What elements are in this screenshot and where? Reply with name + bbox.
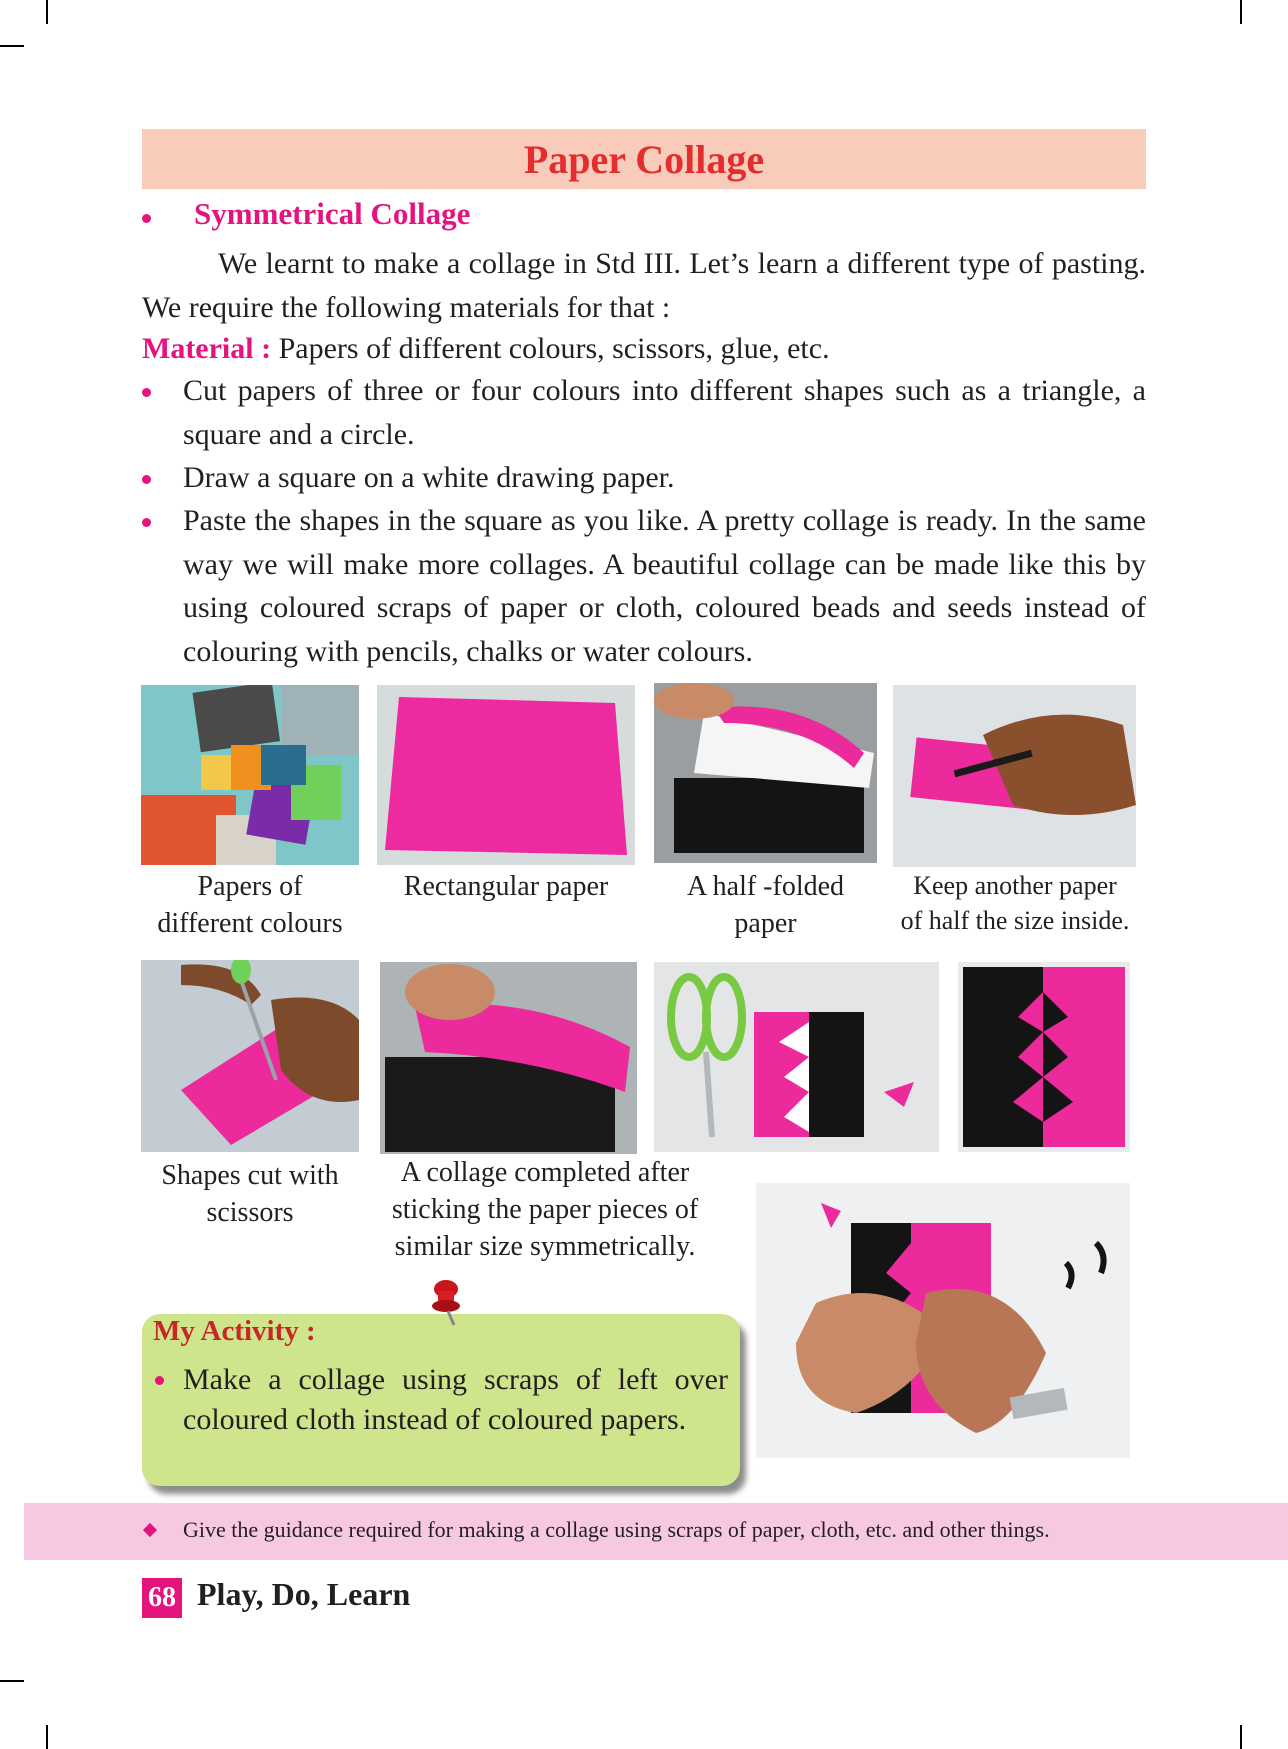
section-subheading: Symmetrical Collage xyxy=(194,196,471,231)
step-item: Paste the shapes in the square as you like. A pretty collage is ready. In the same way we will make more collages. A beautiful collage can be made like this by using coloured scraps of paper or cloth, coloured beads and seeds instead of colouring with pencils, chalks or water colours. xyxy=(183,504,1146,668)
material-line xyxy=(142,327,1146,371)
book-title: Play, Do, Learn xyxy=(197,1576,411,1612)
bullet-dot xyxy=(142,518,151,527)
photo-half-folded-paper xyxy=(654,683,877,863)
caption-coloured-papers xyxy=(135,868,365,942)
photo-collage-design xyxy=(958,962,1130,1152)
crop-mark xyxy=(0,45,24,47)
bullet-dot xyxy=(142,214,151,223)
caption-line: scissors xyxy=(206,1197,294,1228)
material-text: Papers of different colours, scissors, glue, etc. xyxy=(271,332,830,365)
caption-rectangular-paper xyxy=(377,868,635,905)
photo-cut-design xyxy=(654,962,939,1152)
intro-paragraph: We learnt to make a collage in Std III. Let’s learn a different type of pasting. We require the following materials for that : xyxy=(142,247,1146,324)
photo-paper-inside xyxy=(893,685,1136,867)
photo-half-paper-fold xyxy=(380,962,637,1154)
caption-shapes-cut xyxy=(135,1157,365,1231)
photo-cutting-shapes xyxy=(141,960,359,1152)
step-item: Draw a square on a white drawing paper. xyxy=(183,461,675,494)
caption-line: A half -folded xyxy=(686,871,845,902)
caption-paper-inside xyxy=(870,868,1160,938)
material-label: Material : xyxy=(142,332,272,365)
activity-text: Make a collage using scraps of left over coloured cloth instead of coloured papers. xyxy=(183,1363,728,1436)
crop-mark xyxy=(1240,0,1242,24)
photo-rectangular-paper xyxy=(377,685,635,865)
caption-line: Rectangular paper xyxy=(403,871,609,902)
photo-completed-collage xyxy=(756,1183,1130,1458)
page-title: Paper Collage xyxy=(523,136,765,182)
caption-line: paper xyxy=(734,908,797,939)
activity-title: My Activity : xyxy=(153,1315,316,1347)
caption-line: Papers of xyxy=(197,871,303,902)
caption-line: sticking the paper pieces of xyxy=(391,1194,699,1225)
crop-mark xyxy=(46,1725,48,1749)
caption-line: A collage completed after xyxy=(400,1157,690,1188)
caption-line: different colours xyxy=(157,908,343,939)
title-band xyxy=(142,129,1146,189)
caption-line: of half the size inside. xyxy=(900,906,1130,935)
caption-line: Shapes cut with xyxy=(161,1160,339,1191)
crop-mark xyxy=(0,1680,24,1682)
bullet-dot xyxy=(142,475,151,484)
photo-coloured-papers xyxy=(141,685,359,865)
caption-collage-completed xyxy=(365,1154,725,1265)
crop-mark xyxy=(1240,1725,1242,1749)
page-number: 68 xyxy=(142,1578,182,1618)
bullet-dot xyxy=(142,388,151,397)
step-item: Cut papers of three or four colours into different shapes such as a triangle, a square and a circle. xyxy=(183,374,1146,451)
crop-mark xyxy=(46,0,48,24)
bullet-dot xyxy=(155,1376,164,1385)
caption-half-folded xyxy=(654,868,877,942)
caption-line: similar size symmetrically. xyxy=(394,1231,696,1262)
caption-line: Keep another paper xyxy=(913,871,1117,900)
teacher-note-text: Give the guidance required for making a collage using scraps of paper, cloth, etc. and other things. xyxy=(183,1517,1050,1542)
pushpin-icon xyxy=(428,1277,470,1327)
